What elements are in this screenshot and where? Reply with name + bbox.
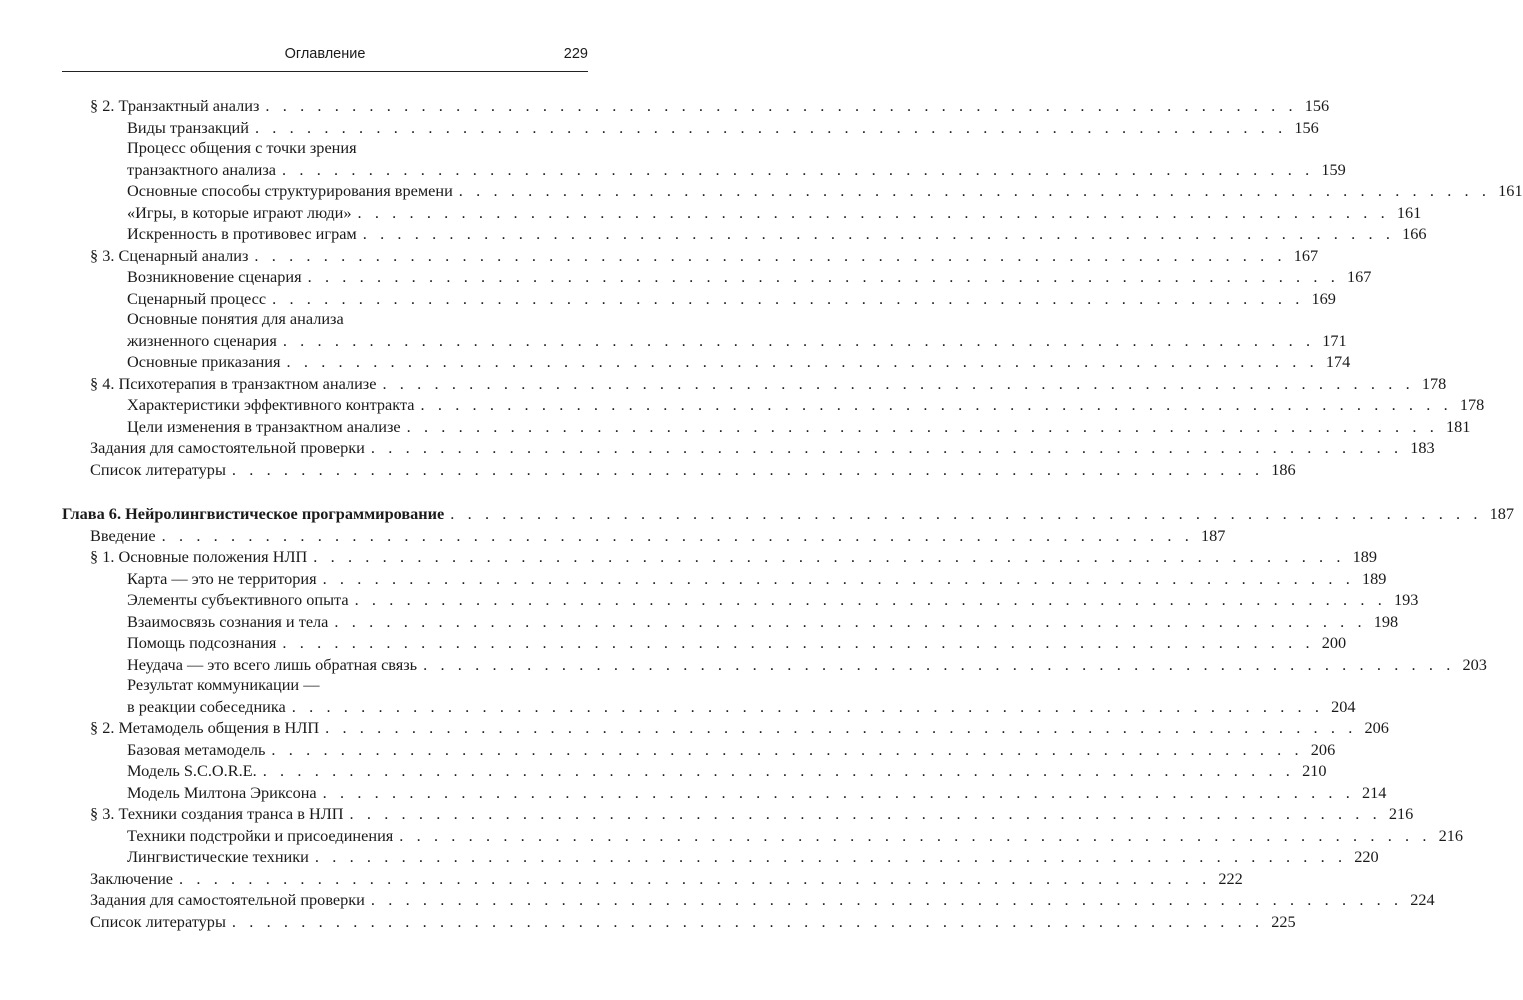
- toc-entry-title: Результат коммуникации —: [127, 675, 320, 694]
- toc-entry: [62, 159, 1346, 181]
- toc-entry-page: 204: [1331, 696, 1356, 716]
- toc-entry-title: § 3. Сценарный анализ: [90, 245, 249, 265]
- toc-entry: [62, 803, 1414, 825]
- dot-leader: . . . . . . . . . . . . . . . . . . . . . . . . . . . . . . . . . . . . . . . . . . . . . . . . . . . . . . . . . . . .: [420, 395, 1453, 414]
- toc-entry-title: в реакции собеседника: [127, 696, 286, 716]
- toc-entry: [62, 611, 1399, 633]
- toc-entry: [62, 889, 1435, 911]
- toc-entry-page: 220: [1354, 847, 1379, 866]
- toc-entry-title: Цели изменения в транзактном анализе: [127, 416, 401, 436]
- dot-leader: . . . . . . . . . . . . . . . . . . . . . . . . . . . . . . . . . . . . . . . . . . . . . . . . . . . . . . . . . . . .: [322, 782, 1355, 802]
- toc-entry-page: 225: [1271, 911, 1296, 931]
- toc-entry-title: Введение: [90, 525, 156, 545]
- toc-entry: [62, 394, 1485, 416]
- dot-leader: . . . . . . . . . . . . . . . . . . . . . . . . . . . . . . . . . . . . . . . . . . . . . . . . . . . . . . . . . . . .: [291, 696, 1324, 716]
- toc-entry: [62, 589, 1419, 611]
- toc-entry-title: Базовая метамодель: [127, 739, 266, 759]
- toc-entry-page: 178: [1459, 395, 1485, 414]
- dot-leader: . . . . . . . . . . . . . . . . . . . . . . . . . . . . . . . . . . . . . . . . . . . . . . . . . . . . . . . . . . . .: [231, 911, 1264, 931]
- toc-entry: [62, 373, 1447, 395]
- dot-leader: . . . . . . . . . . . . . . . . . . . . . . . . . . . . . . . . . . . . . . . . . . . . . . . . . . . . . . . . . . . .: [231, 459, 1264, 479]
- toc-entry-page: 200: [1321, 633, 1347, 652]
- toc-entry-page: 167: [1293, 245, 1319, 265]
- toc-entry: [62, 117, 1319, 139]
- toc-entry-title: Модель Милтона Эриксона: [127, 782, 317, 802]
- toc-entry-page: 156: [1294, 117, 1319, 137]
- toc-entry: [62, 760, 1327, 782]
- dot-leader: . . . . . . . . . . . . . . . . . . . . . . . . . . . . . . . . . . . . . . . . . . . . . . . . . . . . . . . . . . . .: [370, 890, 1403, 909]
- toc-entry-title: Основные понятия для анализа: [127, 309, 344, 328]
- toc-entry-title: Список литературы: [90, 911, 226, 931]
- toc-entry-page: 156: [1304, 96, 1330, 115]
- dot-leader: . . . . . . . . . . . . . . . . . . . . . . . . . . . . . . . . . . . . . . . . . . . . . . . . . . . . . . . . . . . .: [382, 373, 1415, 393]
- header-rule: [62, 71, 588, 72]
- toc-entry-title: § 4. Психотерапия в транзактном анализе: [90, 373, 377, 393]
- toc-entry: [62, 245, 1319, 267]
- toc-entry-page: 206: [1364, 718, 1389, 737]
- toc-entry-title: Лингвистические техники: [127, 847, 309, 866]
- toc-entry-page: 171: [1322, 330, 1347, 350]
- toc-entry-title: Сценарный процесс: [127, 288, 267, 308]
- dot-leader: . . . . . . . . . . . . . . . . . . . . . . . . . . . . . . . . . . . . . . . . . . . . . . . . . . . . . . . . . . . .: [423, 654, 1455, 674]
- toc-entry-page: 183: [1410, 438, 1435, 457]
- dot-leader: . . . . . . . . . . . . . . . . . . . . . . . . . . . . . . . . . . . . . . . . . . . . . . . . . . . . . . . . . . . .: [325, 718, 1357, 737]
- toc-entry: [62, 825, 1464, 847]
- toc-entry-title: Процесс общения с точки зрения: [127, 138, 357, 157]
- toc-entry-page: 187: [1201, 525, 1226, 545]
- toc-entry: [62, 654, 1487, 676]
- dot-leader: . . . . . . . . . . . . . . . . . . . . . . . . . . . . . . . . . . . . . . . . . . . . . . . . . . . . . . . . . . . .: [265, 96, 1298, 115]
- toc-entry-title: Техники подстройки и присоединения: [127, 825, 394, 845]
- dot-leader: . . . . . . . . . . . . . . . . . . . . . . . . . . . . . . . . . . . . . . . . . . . . . . . . . . . . . . . . . . . .: [362, 224, 1395, 243]
- toc-entry-title: § 2. Транзактный анализ: [90, 96, 260, 115]
- dot-leader: . . . . . . . . . . . . . . . . . . . . . . . . . . . . . . . . . . . . . . . . . . . . . . . . . . . . . . . . . . . .: [314, 847, 1347, 866]
- toc-entry-page: 216: [1388, 804, 1414, 823]
- dot-leader: . . . . . . . . . . . . . . . . . . . . . . . . . . . . . . . . . . . . . . . . . . . . . . . . . . . . . . . . . . . .: [354, 590, 1387, 609]
- toc-entry: [62, 459, 1296, 481]
- dot-leader: . . . . . . . . . . . . . . . . . . . . . . . . . . . . . . . . . . . . . . . . . . . . . . . . . . . . . . . . . . . .: [458, 181, 1491, 200]
- toc-entry-page: 203: [1462, 654, 1487, 674]
- running-title: Оглавление: [284, 46, 366, 62]
- toc-entry: [62, 739, 1336, 761]
- toc-chapter-entry: [62, 503, 1515, 525]
- toc-entry-title: Основные приказания: [127, 352, 281, 371]
- toc-entry: [62, 911, 1296, 933]
- toc-entry: [62, 717, 1389, 739]
- toc-entry: [62, 416, 1471, 438]
- toc-entry: [62, 330, 1347, 352]
- dot-leader: . . . . . . . . . . . . . . . . . . . . . . . . . . . . . . . . . . . . . . . . . . . . . . . . . . . . . . . . . . . .: [322, 568, 1355, 588]
- toc-entry-title: Искренность в противовес играм: [127, 224, 357, 243]
- dot-leader: . . . . . . . . . . . . . . . . . . . . . . . . . . . . . . . . . . . . . . . . . . . . . . . . . . . . . . . . . . . .: [406, 416, 1439, 436]
- toc-entry-title: Неудача — это всего лишь обратная связь: [127, 654, 418, 674]
- dot-leader: . . . . . . . . . . . . . . . . . . . . . . . . . . . . . . . . . . . . . . . . . . . . . . . . . . . . . . . . . . . .: [313, 547, 1346, 566]
- toc-entry-title: Элементы субъективного опыта: [127, 590, 349, 609]
- toc-entry-title: Помощь подсознания: [127, 633, 277, 652]
- dot-leader: . . . . . . . . . . . . . . . . . . . . . . . . . . . . . . . . . . . . . . . . . . . . . . . . . . . . . . . . . . . .: [399, 825, 1432, 845]
- dot-leader: . . . . . . . . . . . . . . . . . . . . . . . . . . . . . . . . . . . . . . . . . . . . . . . . . . . . . . . . . . . .: [357, 202, 1390, 222]
- toc-entry: [62, 309, 588, 330]
- toc-entry-page: 222: [1218, 868, 1243, 888]
- toc-entry: [62, 568, 1387, 590]
- toc-entry-title: Основные способы структурирования времени: [127, 181, 453, 200]
- dot-leader: . . . . . . . . . . . . . . . . . . . . . . . . . . . . . . . . . . . . . . . . . . . . . . . . . . . . . . . . . . . .: [282, 330, 1315, 350]
- toc-entry-page: 181: [1445, 416, 1471, 436]
- toc-entry-page: 161: [1498, 181, 1523, 200]
- toc-entry-title: жизненного сценария: [127, 330, 277, 350]
- toc-entry-title: «Игры, в которые играют люди»: [127, 202, 352, 222]
- toc-entry: [62, 846, 1379, 868]
- toc-entry-title: Виды транзакций: [127, 117, 249, 137]
- toc-entry-title: § 1. Основные положения НЛП: [90, 547, 308, 566]
- dot-leader: . . . . . . . . . . . . . . . . . . . . . . . . . . . . . . . . . . . . . . . . . . . . . . . . . . . . . . . . . . . .: [307, 267, 1340, 286]
- toc-entry: [62, 138, 588, 159]
- toc-entry-page: 159: [1321, 159, 1346, 179]
- page-header: [62, 46, 588, 70]
- toc-entry: [62, 525, 1226, 547]
- toc-entry-title: Задания для самостоятельной проверки: [90, 438, 365, 457]
- page-number: 229: [563, 46, 588, 62]
- dot-leader: . . . . . . . . . . . . . . . . . . . . . . . . . . . . . . . . . . . . . . . . . . . . . . . . . . . . . . . . . . . .: [271, 739, 1304, 759]
- toc-entry-page: 189: [1361, 568, 1387, 588]
- toc-entry: [62, 180, 1523, 202]
- toc-entry: [62, 437, 1435, 459]
- toc-entry: [62, 351, 1351, 373]
- toc-entry-title: § 3. Техники создания транса в НЛП: [90, 804, 344, 823]
- dot-leader: . . . . . . . . . . . . . . . . . . . . . . . . . . . . . . . . . . . . . . . . . . . . . . . . . . . . . . . . . . . .: [286, 352, 1319, 371]
- dot-leader: . . . . . . . . . . . . . . . . . . . . . . . . . . . . . . . . . . . . . . . . . . . . . . . . . . . . . . . . . . . .: [179, 868, 1211, 888]
- section-gap: [62, 480, 588, 503]
- toc-entry-page: 167: [1346, 267, 1372, 286]
- toc-entry-title: Карта — это не территория: [127, 568, 317, 588]
- toc-entry-page: 210: [1302, 761, 1327, 780]
- dot-leader: . . . . . . . . . . . . . . . . . . . . . . . . . . . . . . . . . . . . . . . . . . . . . . . . . . . . . . . . . . . .: [349, 804, 1382, 823]
- dot-leader: . . . . . . . . . . . . . . . . . . . . . . . . . . . . . . . . . . . . . . . . . . . . . . . . . . . . . . . . . . . .: [450, 504, 1483, 523]
- toc-entry-page: 178: [1421, 373, 1447, 393]
- toc-entry-page: 198: [1373, 611, 1399, 631]
- toc-entry-page: 193: [1393, 590, 1419, 609]
- toc-entry-page: 169: [1311, 288, 1336, 308]
- toc-entry-page: 186: [1271, 459, 1296, 479]
- toc-entry: [62, 223, 1427, 245]
- toc-entry-page: 187: [1489, 504, 1515, 523]
- toc-entry-title: Список литературы: [90, 459, 226, 479]
- toc-entry-title: транзактного анализа: [127, 159, 277, 179]
- toc-entry-page: 224: [1410, 890, 1435, 909]
- dot-leader: . . . . . . . . . . . . . . . . . . . . . . . . . . . . . . . . . . . . . . . . . . . . . . . . . . . . . . . . . . . .: [370, 438, 1403, 457]
- dot-leader: . . . . . . . . . . . . . . . . . . . . . . . . . . . . . . . . . . . . . . . . . . . . . . . . . . . . . . . . . . . .: [161, 525, 1194, 545]
- toc-entry-title: § 2. Метамодель общения в НЛП: [90, 718, 320, 737]
- toc-entry: [62, 288, 1336, 310]
- toc-entry-title: Глава 6. Нейролингвистическое программирование: [62, 504, 445, 523]
- toc-entry-page: 189: [1352, 547, 1378, 566]
- toc-entry: [62, 266, 1372, 288]
- toc-entry-title: Взаимосвязь сознания и тела: [127, 611, 329, 631]
- dot-leader: . . . . . . . . . . . . . . . . . . . . . . . . . . . . . . . . . . . . . . . . . . . . . . . . . . . . . . . . . . . .: [272, 288, 1304, 308]
- dot-leader: . . . . . . . . . . . . . . . . . . . . . . . . . . . . . . . . . . . . . . . . . . . . . . . . . . . . . . . . . . . .: [262, 761, 1295, 780]
- dot-leader: . . . . . . . . . . . . . . . . . . . . . . . . . . . . . . . . . . . . . . . . . . . . . . . . . . . . . . . . . . . .: [254, 245, 1287, 265]
- toc-entry-title: Возникновение сценария: [127, 267, 302, 286]
- toc-entry: [62, 675, 588, 696]
- table-of-contents: [62, 95, 1523, 932]
- toc-entry-page: 214: [1362, 782, 1387, 802]
- toc-entry-title: Модель S.C.O.R.E.: [127, 761, 257, 780]
- toc-entry: [62, 868, 1243, 890]
- toc-entry-page: 166: [1402, 224, 1427, 243]
- toc-entry-page: 174: [1325, 352, 1351, 371]
- toc-entry: [62, 696, 1356, 718]
- toc-entry-page: 161: [1396, 202, 1422, 222]
- toc-entry: [62, 632, 1347, 654]
- toc-entry-title: Характеристики эффективного контракта: [127, 395, 415, 414]
- toc-entry-page: 206: [1310, 739, 1336, 759]
- toc-entry: [62, 782, 1387, 804]
- toc-entry-title: Заключение: [90, 868, 174, 888]
- toc-entry: [62, 546, 1378, 568]
- dot-leader: . . . . . . . . . . . . . . . . . . . . . . . . . . . . . . . . . . . . . . . . . . . . . . . . . . . . . . . . . . . .: [282, 633, 1315, 652]
- toc-entry-page: 216: [1438, 825, 1464, 845]
- dot-leader: . . . . . . . . . . . . . . . . . . . . . . . . . . . . . . . . . . . . . . . . . . . . . . . . . . . . . . . . . . . .: [282, 159, 1314, 179]
- toc-entry: [62, 202, 1422, 224]
- dot-leader: . . . . . . . . . . . . . . . . . . . . . . . . . . . . . . . . . . . . . . . . . . . . . . . . . . . . . . . . . . . .: [334, 611, 1367, 631]
- toc-entry-title: Задания для самостоятельной проверки: [90, 890, 365, 909]
- dot-leader: . . . . . . . . . . . . . . . . . . . . . . . . . . . . . . . . . . . . . . . . . . . . . . . . . . . . . . . . . . . .: [254, 117, 1287, 137]
- toc-entry: [62, 95, 1330, 117]
